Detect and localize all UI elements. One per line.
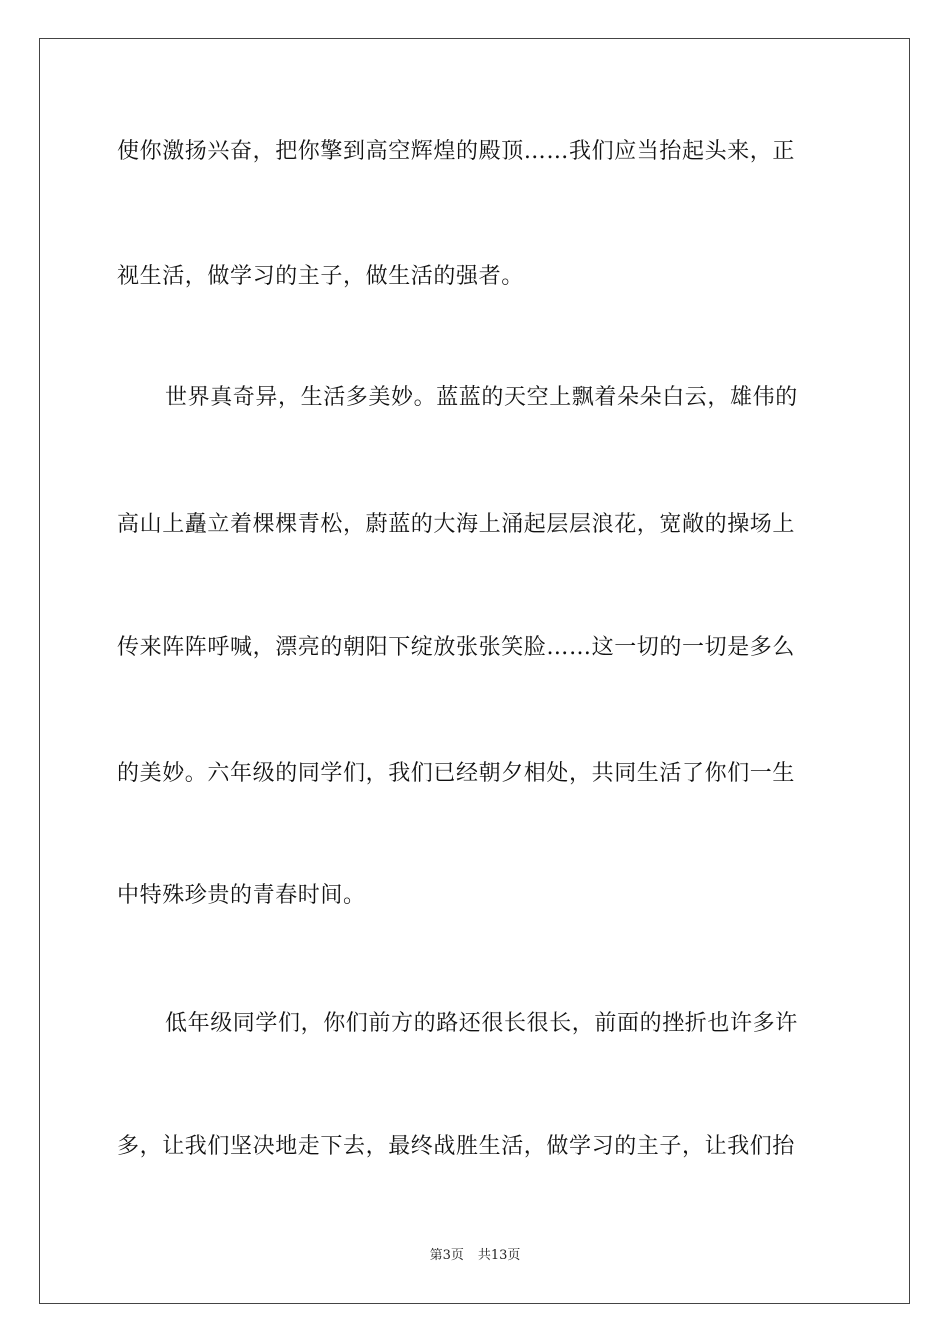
- text-line: 高山上矗立着棵棵青松，蔚蓝的大海上涌起层层浪花，宽敞的操场上: [117, 512, 796, 537]
- text-line: 使你激扬兴奋，把你擎到高空辉煌的殿顶……我们应当抬起头来，正: [117, 139, 796, 164]
- text-line: 传来阵阵呼喊，漂亮的朝阳下绽放张张笑脸……这一切的一切是多么: [117, 635, 796, 660]
- text-line-indented: 世界真奇异，生活多美妙。蓝蓝的天空上飘着朵朵白云，雄伟的: [165, 385, 798, 410]
- page-total: 共13页: [477, 1248, 521, 1263]
- text-line: 中特殊珍贵的青春时间。: [117, 883, 366, 908]
- text-line-indented: 低年级同学们，你们前方的路还很长很长，前面的挫折也许多许: [165, 1011, 798, 1036]
- page-footer: [0, 1247, 950, 1265]
- page-number: 第3页: [429, 1248, 464, 1263]
- text-line: 的美妙。六年级的同学们，我们已经朝夕相处，共同生活了你们一生: [117, 761, 796, 786]
- text-line: 多，让我们坚决地走下去，最终战胜生活，做学习的主子，让我们抬: [117, 1134, 796, 1159]
- page-border: [39, 38, 910, 1304]
- text-line: 视生活，做学习的主子，做生活的强者。: [117, 264, 524, 289]
